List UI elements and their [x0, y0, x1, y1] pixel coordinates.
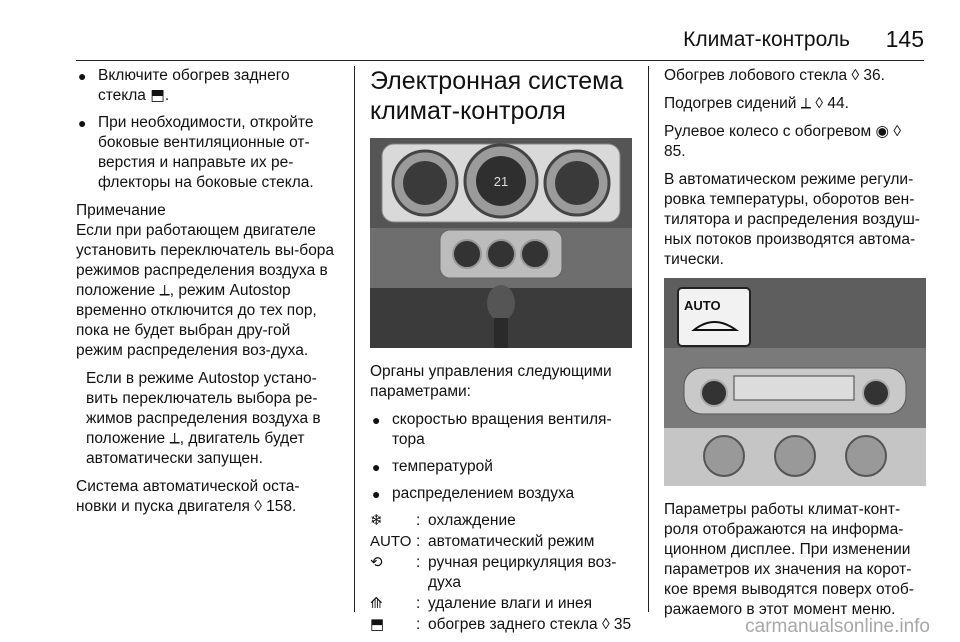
- note-heading: Примечание: [76, 202, 166, 219]
- defrost-icon: ⟰: [370, 595, 383, 612]
- bullet-dot: ●: [372, 486, 381, 502]
- bullet-dot: ●: [78, 115, 87, 131]
- paragraph: Подогрев сидений ⟂ ◊ 44.: [664, 95, 849, 112]
- info-display-illustration: [664, 278, 926, 486]
- rear-window-heat-icon: ⬒: [370, 616, 385, 633]
- climate-panel-illustration: [370, 138, 632, 348]
- header-rule: [76, 60, 924, 61]
- column-middle: [370, 66, 632, 635]
- auto-icon: AUTO: [370, 533, 412, 550]
- page-number: 145: [885, 26, 924, 52]
- note-paragraph: Если при работающем двигателе установить переключатель вы-бора режимов распределения воздуха в положение ⟂, режим Autostop временно отключится до тех пор, пока не будет выбран дру-гой режим распределения воз-духа.: [76, 222, 335, 359]
- legend-text: автоматический режим: [428, 533, 595, 550]
- legend-text: удаление влаги и инея: [428, 595, 593, 612]
- paragraph: Органы управления следующими параметрами:: [370, 363, 612, 400]
- page-header: [0, 22, 960, 60]
- list-item: ● скоростью вращения вентиля-тора: [372, 411, 612, 448]
- column-left: [76, 66, 338, 525]
- list-item: ● При необходимости, откройте боковые вентиляционные от-верстия и направьте их ре-флекторы на боковые стекла.: [78, 114, 314, 191]
- symbol-legend: ❄ : охлаждение AUTO : автоматический режим ⟲ : ручная рециркуляция воз-духа ⟰ : удаление влаги и инея ⬒ : обогрев заднего стекла ◊ 35: [370, 512, 632, 633]
- snowflake-icon: ❄: [370, 512, 383, 529]
- recirculation-icon: ⟲: [370, 554, 383, 571]
- list-item: ● распределением воздуха: [372, 485, 575, 502]
- legend-text: охлаждение: [428, 512, 516, 529]
- list-item: ● Включите обогрев заднего стекла ⬒.: [78, 67, 290, 104]
- paragraph: Рулевое колесо с обогревом ◉ ◊ 85.: [664, 123, 901, 160]
- column-right: [664, 66, 926, 628]
- column-divider: [354, 66, 355, 612]
- section-heading: Электронная система климат-контроля: [370, 67, 624, 125]
- paragraph: Система автоматической оста-новки и пуска двигателя ◊ 158.: [76, 478, 300, 515]
- paragraph: Обогрев лобового стекла ◊ 36.: [664, 67, 885, 84]
- legend-text: ручная рециркуляция воз-духа: [428, 554, 617, 591]
- note-paragraph: Если в режиме Autostop устано-вить переключатель выбора ре-жимов распределения воздуха в положение ⟂, двигатель будет автоматически запущен.: [86, 370, 321, 467]
- auto-label: AUTO: [684, 298, 721, 313]
- bullet-dot: ●: [78, 68, 87, 84]
- temperature-readout: 21: [493, 174, 509, 189]
- climate-panel-photo: [370, 138, 632, 348]
- section-title: Климат-контроль: [683, 28, 850, 51]
- info-display-photo: [664, 278, 926, 486]
- watermark: carmanualsonline.info: [745, 616, 930, 637]
- column-divider: [648, 66, 649, 612]
- bullet-dot: ●: [372, 412, 381, 428]
- legend-text: обогрев заднего стекла ◊ 35: [428, 616, 632, 633]
- paragraph: В автоматическом режиме регули-ровка температуры, оборотов вен-тилятора и распределения воздуш-ных потоков производятся автома-тически.: [664, 171, 920, 268]
- paragraph: Параметры работы климат-конт-роля отображаются на информа-ционном дисплее. При изменении параметров их значения на корот-кое время выводятся поверх отоб-ражаемого в этот момент меню.: [664, 501, 914, 618]
- list-item: ● температурой: [372, 458, 493, 475]
- bullet-dot: ●: [372, 459, 381, 475]
